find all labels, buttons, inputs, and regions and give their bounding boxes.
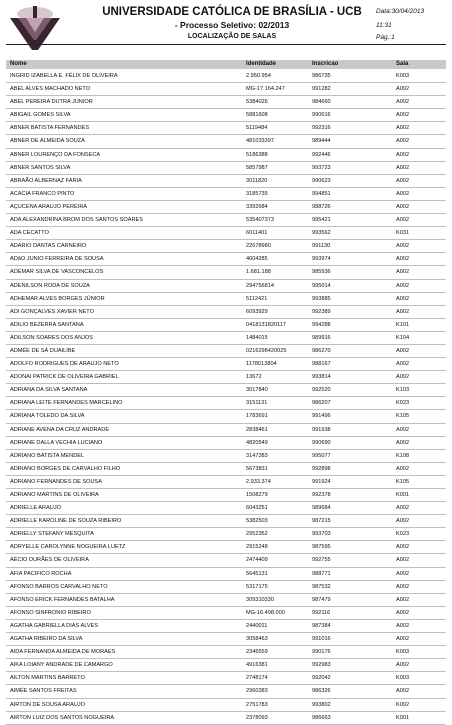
cell-identidade: 3185735 bbox=[246, 190, 268, 197]
table-row bbox=[6, 410, 446, 423]
cell-identidade: 0216298420025 bbox=[246, 347, 287, 354]
cell-inscricao: 987479 bbox=[312, 596, 331, 603]
cell-identidade: MG-17.164.247 bbox=[246, 86, 285, 93]
table-row bbox=[6, 253, 446, 266]
page-subtitle: - Processo Seletivo: 02/2013 bbox=[174, 20, 290, 30]
cell-nome: AÇUCENA ARAUJO PEREIRA bbox=[10, 203, 88, 210]
cell-inscricao: 992316 bbox=[312, 125, 331, 132]
cell-nome: AFONSO BARROS CARVALHO NETO bbox=[10, 583, 108, 590]
cell-sala: K023 bbox=[396, 531, 410, 538]
table-row bbox=[6, 345, 446, 358]
table-row bbox=[6, 227, 446, 240]
table-row bbox=[6, 188, 446, 201]
cell-identidade: 4604285 bbox=[246, 256, 268, 263]
cell-nome: ADHEMAR ALVES BORGES JÚNIOR bbox=[10, 295, 105, 302]
cell-nome: ABEL ALVES MACHADO NETO bbox=[10, 86, 91, 93]
cell-nome: ADRIELLE ARAUJO bbox=[10, 505, 61, 512]
cell-inscricao: 992389 bbox=[312, 308, 331, 315]
cell-inscricao: 990616 bbox=[312, 112, 331, 119]
cell-sala: K003 bbox=[396, 675, 410, 682]
cell-sala: A002 bbox=[396, 518, 410, 525]
cell-identidade: 2378093 bbox=[246, 714, 268, 721]
cell-inscricao: 988726 bbox=[312, 203, 331, 210]
cell-inscricao: 992378 bbox=[312, 492, 331, 498]
table-row bbox=[6, 162, 446, 175]
cell-inscricao: 992116 bbox=[312, 609, 331, 616]
cell-sala: A002 bbox=[396, 190, 410, 197]
cell-nome: ADILSON SOARES DOS ANJOS bbox=[10, 334, 93, 341]
cell-inscricao: 986735 bbox=[312, 73, 331, 79]
cell-sala: A002 bbox=[396, 583, 410, 590]
cell-nome: AGATHA RIBEIRO DA SILVA bbox=[10, 636, 83, 643]
cell-sala: A002 bbox=[396, 347, 410, 354]
cell-nome: ABNER LOURENÇO DA FONSECA bbox=[10, 151, 101, 158]
cell-inscricao: 991282 bbox=[312, 86, 331, 93]
cell-nome: ADRIELLE KAROLINE DE SOUZA RIBEIRO bbox=[10, 518, 122, 525]
cell-identidade: 535407373 bbox=[246, 217, 274, 224]
cell-identidade: 309310330 bbox=[246, 596, 274, 603]
table-body bbox=[6, 70, 446, 725]
cell-inscricao: 988167 bbox=[312, 361, 331, 368]
cell-inscricao: 995014 bbox=[312, 282, 331, 289]
cell-inscricao: 991938 bbox=[312, 426, 331, 433]
cell-inscricao: 990176 bbox=[312, 649, 331, 656]
table-row bbox=[6, 712, 446, 725]
cell-nome: ADRIANA LEITE FERNANDES MARCELINO bbox=[10, 400, 123, 407]
cell-inscricao: 994288 bbox=[312, 321, 331, 328]
cell-identidade: 2.933.374 bbox=[246, 478, 271, 485]
col-nome: Nome bbox=[10, 61, 27, 67]
cell-nome: ABNER DE ALMEIDA SOUZA bbox=[10, 138, 85, 145]
cell-sala: K108 bbox=[396, 452, 410, 459]
cell-inscricao: 989444 bbox=[312, 138, 331, 145]
cell-nome: ADRIANO BORGES DE CARVALHO FILHO bbox=[10, 465, 121, 472]
cell-inscricao: 991130 bbox=[312, 243, 331, 250]
cell-identidade: 5186388 bbox=[246, 151, 268, 158]
cell-identidade: 2952352 bbox=[246, 531, 268, 538]
cell-sala: A002 bbox=[396, 465, 410, 472]
cell-sala: A002 bbox=[396, 243, 410, 250]
table-row bbox=[6, 280, 446, 293]
cell-identidade: 1484015 bbox=[246, 334, 268, 341]
table-row bbox=[6, 476, 446, 489]
cell-nome: AÉCIO DURÃES DE OLIVEIRA bbox=[10, 557, 89, 564]
table-row bbox=[6, 659, 446, 672]
cell-nome: ADRIANO MARTINS DE OLIVEIRA bbox=[10, 492, 99, 498]
table-row bbox=[6, 371, 446, 384]
cell-sala: K105 bbox=[396, 478, 410, 485]
cell-nome: ADRIANO BATISTA MENDEL bbox=[10, 452, 85, 459]
cell-nome: AIMÉE SANTOS FREITAS bbox=[10, 688, 77, 695]
cell-inscricao: 992446 bbox=[312, 151, 331, 158]
cell-inscricao: 989684 bbox=[312, 505, 331, 512]
cell-nome: AIKA LOIANY ANDRADE DE CAMARGO bbox=[10, 662, 113, 669]
table-row bbox=[6, 515, 446, 528]
cell-sala: A002 bbox=[396, 609, 410, 616]
table-row bbox=[6, 266, 446, 279]
cell-nome: ADRIANE DALLA VECHIA LUCIANO bbox=[10, 439, 103, 446]
cell-identidade: 2474409 bbox=[246, 557, 268, 564]
table-row bbox=[6, 489, 446, 502]
table-row bbox=[6, 581, 446, 594]
cell-identidade: 22678980 bbox=[246, 243, 271, 250]
cell-identidade: 2.950.954 bbox=[246, 73, 271, 79]
cell-nome: ADRIELLY STEFANY MESQUITA bbox=[10, 531, 94, 538]
section-title: LOCALIZAÇÃO DE SALAS bbox=[187, 33, 277, 40]
cell-sala: A002 bbox=[396, 256, 410, 263]
cell-sala: A002 bbox=[396, 505, 410, 512]
table-row bbox=[6, 149, 446, 162]
cell-identidade: 2838461 bbox=[246, 426, 268, 433]
cell-inscricao: 991496 bbox=[312, 413, 331, 420]
cell-identidade: 6093929 bbox=[246, 308, 268, 315]
table-row bbox=[6, 607, 446, 620]
cell-identidade: MG-16.498.000 bbox=[246, 609, 285, 616]
cell-identidade: 2440011 bbox=[246, 622, 268, 629]
cell-identidade: 5382503 bbox=[246, 518, 268, 525]
cell-sala: A002 bbox=[396, 295, 410, 302]
table-row bbox=[6, 384, 446, 397]
cell-inscricao: 992042 bbox=[312, 675, 331, 682]
table-row bbox=[6, 240, 446, 253]
cell-nome: ABNER SANTOS SILVA bbox=[10, 164, 71, 171]
table-row bbox=[6, 554, 446, 567]
cell-nome: AFIA PACIFICO ROCHA bbox=[10, 570, 72, 577]
cell-inscricao: 991016 bbox=[312, 636, 331, 643]
cell-sala: A002 bbox=[396, 86, 410, 93]
report-date: Data:30/04/2013 bbox=[376, 8, 425, 15]
table-row bbox=[6, 437, 446, 450]
cell-inscricao: 992898 bbox=[312, 465, 331, 472]
cell-nome: AFONSO ERICK FERNANDES BATALHA bbox=[10, 596, 115, 603]
cell-identidade: 3058463 bbox=[246, 636, 268, 643]
cell-nome: AFONSO SINFRONIO RIBEIRO bbox=[10, 609, 91, 616]
table-row bbox=[6, 397, 446, 410]
cell-identidade: 0418131820117 bbox=[246, 321, 287, 328]
cell-nome: AILTON MARTINS BARRETO bbox=[10, 675, 85, 682]
cell-inscricao: 993802 bbox=[312, 701, 331, 708]
table-row bbox=[6, 450, 446, 463]
cell-inscricao: 995421 bbox=[312, 217, 331, 224]
table-row bbox=[6, 528, 446, 541]
cell-nome: ADRIANA DA SILVA SANTANA bbox=[10, 387, 88, 394]
cell-sala: K023 bbox=[396, 400, 410, 407]
cell-sala: A002 bbox=[396, 177, 410, 184]
cell-sala: A002 bbox=[396, 151, 410, 158]
cell-identidade: 13672 bbox=[246, 374, 262, 381]
cell-sala: A002 bbox=[396, 308, 410, 315]
cell-sala: A002 bbox=[396, 622, 410, 629]
cell-sala: K105 bbox=[396, 413, 410, 420]
col-sala: Sala bbox=[396, 61, 409, 67]
cell-sala: A002 bbox=[396, 688, 410, 695]
table-row bbox=[6, 122, 446, 135]
cell-inscricao: 994851 bbox=[312, 190, 331, 197]
cell-nome: ADRIANO FERNANDES DE SOUSA bbox=[10, 478, 103, 485]
cell-identidade: 3011820 bbox=[246, 177, 268, 184]
cell-nome: ADI GONÇALVES XAVIER NETO bbox=[10, 308, 94, 315]
cell-identidade: 5645131 bbox=[246, 570, 268, 577]
table-row bbox=[6, 358, 446, 371]
table-row bbox=[6, 306, 446, 319]
cell-inscricao: 995077 bbox=[312, 452, 331, 459]
cell-identidade: 5112421 bbox=[246, 295, 268, 302]
cell-inscricao: 993703 bbox=[312, 531, 331, 538]
table-row bbox=[6, 672, 446, 685]
table-row bbox=[6, 70, 446, 83]
cell-identidade: 5673831 bbox=[246, 465, 268, 472]
table-row bbox=[6, 685, 446, 698]
cell-identidade: 1178013804 bbox=[246, 361, 277, 368]
cell-inscricao: 990623 bbox=[312, 177, 331, 184]
table-row bbox=[6, 424, 446, 437]
cell-identidade: 5857987 bbox=[246, 164, 268, 171]
cell-nome: ADONAI PATRICK DE OLIVEIRA GABRIEL bbox=[10, 374, 119, 381]
cell-inscricao: 993974 bbox=[312, 256, 331, 263]
cell-inscricao: 989916 bbox=[312, 334, 331, 341]
cell-inscricao: 986270 bbox=[312, 347, 331, 354]
cell-nome: ABRAÃO ALBERNAZ FARIA bbox=[10, 177, 82, 184]
table-row bbox=[6, 175, 446, 188]
table-row bbox=[6, 463, 446, 476]
cell-identidade: 2915248 bbox=[246, 544, 268, 551]
cell-sala: K103 bbox=[396, 387, 410, 394]
table-row bbox=[6, 109, 446, 122]
cell-inscricao: 986207 bbox=[312, 400, 331, 407]
cell-identidade: 481033397 bbox=[246, 138, 274, 145]
cell-sala: K001 bbox=[396, 492, 410, 498]
cell-nome: AGATHA GABRIELLA DIAS ALVES bbox=[10, 622, 99, 629]
cell-identidade: 2748174 bbox=[246, 675, 268, 682]
cell-identidade: 6043251 bbox=[246, 505, 268, 512]
col-identidade: Identidade bbox=[246, 61, 277, 67]
cell-inscricao: 993885 bbox=[312, 295, 331, 302]
page-title: UNIVERSIDADE CATÓLICA DE BRASÍLIA - UCB bbox=[102, 6, 362, 18]
cell-sala: A002 bbox=[396, 282, 410, 289]
cell-sala: K003 bbox=[396, 73, 410, 79]
cell-sala: A002 bbox=[396, 217, 410, 224]
cell-sala: A002 bbox=[396, 99, 410, 106]
cell-inscricao: 993562 bbox=[312, 230, 331, 237]
cell-sala: K031 bbox=[396, 230, 410, 237]
cell-nome: ADA ALEXANDRINA BROM DOS SANTOS SOARES bbox=[10, 217, 143, 224]
cell-sala: K001 bbox=[396, 714, 410, 721]
cell-nome: AIRTON LUIZ DOS SANTOS NOGUEIRA bbox=[10, 714, 115, 721]
cell-inscricao: 993723 bbox=[312, 164, 331, 171]
table-row bbox=[6, 96, 446, 109]
cell-sala: A002 bbox=[396, 361, 410, 368]
cell-sala: A002 bbox=[396, 138, 410, 145]
cell-sala: A002 bbox=[396, 164, 410, 171]
cell-sala: A002 bbox=[396, 662, 410, 669]
cell-identidade: 1508279 bbox=[246, 492, 268, 498]
table-row bbox=[6, 620, 446, 633]
cell-nome: ADARIO DANTAS CARNEIRO bbox=[10, 243, 87, 250]
table-row bbox=[6, 214, 446, 227]
table-row bbox=[6, 332, 446, 345]
cell-identidade: 3151131 bbox=[246, 400, 268, 407]
cell-identidade: 5317175 bbox=[246, 583, 268, 590]
cell-sala: K104 bbox=[396, 334, 410, 341]
cell-inscricao: 992520 bbox=[312, 387, 331, 394]
page-number: Pág.:1 bbox=[376, 34, 395, 41]
cell-identidade: 6011401 bbox=[246, 230, 268, 237]
table-row bbox=[6, 646, 446, 659]
cell-identidade: 2751783 bbox=[246, 701, 268, 708]
table-row bbox=[6, 568, 446, 581]
cell-sala: A002 bbox=[396, 596, 410, 603]
cell-inscricao: 992755 bbox=[312, 557, 331, 564]
cell-sala: K101 bbox=[396, 321, 410, 328]
cell-identidade: 5384026 bbox=[246, 99, 268, 106]
cell-identidade: 5119484 bbox=[246, 125, 268, 132]
cell-sala: A002 bbox=[396, 439, 410, 446]
cell-sala: A002 bbox=[396, 557, 410, 564]
cell-identidade: 3147383 bbox=[246, 452, 268, 459]
cell-sala: A002 bbox=[396, 636, 410, 643]
cell-inscricao: 990690 bbox=[312, 439, 331, 446]
cell-sala: A002 bbox=[396, 203, 410, 210]
cell-inscricao: 987595 bbox=[312, 544, 331, 551]
cell-identidade: 1783691 bbox=[246, 413, 268, 420]
cell-nome: ACACIA FRANCO PINTO bbox=[10, 190, 75, 197]
cell-nome: ADRYELLE CAROLYNNE NOGUEIRA LUETZ bbox=[10, 544, 126, 551]
cell-inscricao: 991924 bbox=[312, 478, 331, 485]
cell-inscricao: 987215 bbox=[312, 518, 331, 525]
cell-nome: ABEL PEREIRA DUTRA JÚNIOR bbox=[10, 99, 93, 106]
cell-identidade: 3017840 bbox=[246, 387, 268, 394]
cell-sala: A002 bbox=[396, 426, 410, 433]
cell-identidade: 3392684 bbox=[246, 203, 268, 210]
table-row bbox=[6, 699, 446, 712]
cell-nome: AIDA FERNANDA ALMEIDA DE MORAES bbox=[10, 649, 116, 656]
cell-sala: A002 bbox=[396, 570, 410, 577]
cell-nome: ADMÉE DE SÁ DUAILIBE bbox=[10, 347, 76, 354]
cell-inscricao: 992983 bbox=[312, 662, 331, 669]
cell-inscricao: 985936 bbox=[312, 269, 331, 276]
cell-identidade: 1.681.188 bbox=[246, 269, 271, 276]
cell-identidade: 2960383 bbox=[246, 688, 268, 695]
table-row bbox=[6, 83, 446, 96]
cell-nome: ADOLFO RODRIGUES DE ARAUJO NETO bbox=[10, 361, 119, 368]
cell-sala: K002 bbox=[396, 701, 410, 708]
cell-nome: ADILIO BEZERRA SANTANA bbox=[10, 321, 84, 328]
cell-inscricao: 986663 bbox=[312, 714, 331, 721]
cell-identidade: 2346559 bbox=[246, 649, 268, 656]
cell-inscricao: 993814 bbox=[312, 374, 331, 381]
cell-nome: ADãO JUNIO FERREIRA DE SOUSA bbox=[10, 256, 104, 263]
cell-sala: A002 bbox=[396, 269, 410, 276]
cell-identidade: 4916381 bbox=[246, 662, 268, 669]
cell-identidade: 294756814 bbox=[246, 282, 274, 289]
cell-nome: ADRIANA TOLEDO DA SILVA bbox=[10, 413, 85, 420]
cell-identidade: 4820549 bbox=[246, 439, 268, 446]
table-row bbox=[6, 293, 446, 306]
cell-sala: A002 bbox=[396, 544, 410, 551]
cell-inscricao: 986326 bbox=[312, 688, 331, 695]
table-row bbox=[6, 135, 446, 148]
table-header bbox=[6, 60, 446, 69]
cell-inscricao: 988771 bbox=[312, 570, 331, 577]
report-time: 11:31 bbox=[376, 22, 392, 29]
table-row bbox=[6, 594, 446, 607]
table-row bbox=[6, 319, 446, 332]
cell-nome: AIRTON DE SOUSA ARAUJO bbox=[10, 701, 86, 708]
cell-sala: A002 bbox=[396, 112, 410, 119]
table-row bbox=[6, 502, 446, 515]
cell-inscricao: 987532 bbox=[312, 583, 331, 590]
cell-nome: ADA CECATTO bbox=[10, 230, 49, 237]
cell-nome: ADRIANE AVENA DA CRUZ ANDRADE bbox=[10, 426, 110, 433]
table-row bbox=[6, 201, 446, 214]
cell-nome: ADENILSON RODA DE SOUZA bbox=[10, 282, 90, 289]
cell-sala: K003 bbox=[396, 649, 410, 656]
cell-sala: A002 bbox=[396, 125, 410, 132]
col-inscricao: Inscricao bbox=[312, 61, 339, 67]
cell-nome: INGRID IZABELLA E. FÉLIX DE OLIVEIRA bbox=[10, 73, 118, 79]
cell-inscricao: 984660 bbox=[312, 99, 331, 106]
cell-nome: ABNER BATISTA FERNANDES bbox=[10, 125, 90, 132]
cell-identidade: 5881608 bbox=[246, 112, 268, 119]
cell-nome: ADEMAR SILVA DE VASCONCELOS bbox=[10, 269, 104, 276]
cell-sala: A002 bbox=[396, 374, 410, 381]
header-rule bbox=[6, 44, 446, 45]
table-row bbox=[6, 541, 446, 554]
cell-inscricao: 987384 bbox=[312, 622, 331, 629]
cell-nome: ABIGAIL GOMES SILVA bbox=[10, 112, 71, 119]
